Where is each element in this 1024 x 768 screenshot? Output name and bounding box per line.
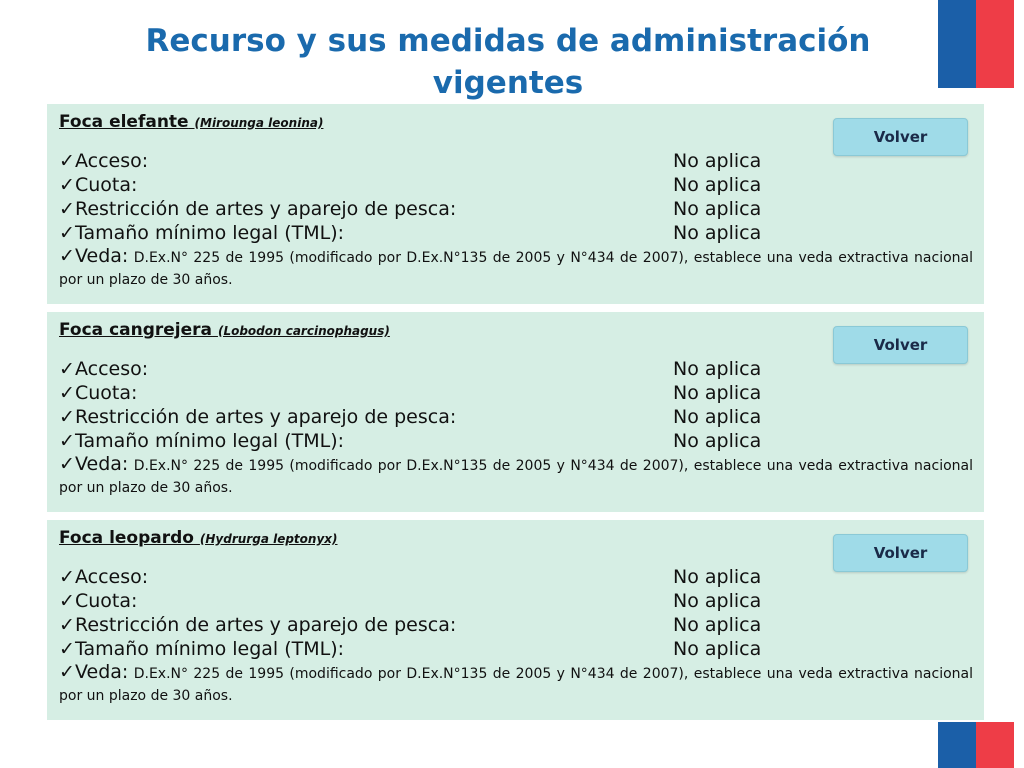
check-icon: ✓: [59, 590, 75, 612]
veda-text: D.Ex.N° 225 de 1995 (modificado por D.Ex.N°135 de 2005 y N°434 de 2007), establece una veda extractiva nacional por un plazo de 30 años.: [59, 250, 973, 288]
volver-button[interactable]: Volver: [833, 326, 968, 364]
veda-label: Veda:: [75, 661, 129, 683]
flag-bottom: [938, 722, 1014, 768]
measure-row-restriccion: [59, 197, 973, 221]
measure-label: Tamaño mínimo legal (TML):: [75, 222, 345, 244]
measure-value: No aplica: [673, 222, 762, 244]
measure-value: No aplica: [673, 590, 762, 612]
veda-paragraph: [59, 661, 973, 707]
species-panel-foca-cangrejera: [47, 312, 984, 512]
measure-value: No aplica: [673, 174, 762, 196]
check-icon: ✓: [59, 614, 75, 636]
veda-paragraph: [59, 453, 973, 499]
species-scientific-name: (Hydrurga leptonyx): [199, 532, 338, 546]
measure-row-acceso: [59, 565, 973, 589]
measure-label: Acceso:: [75, 358, 149, 380]
veda-text: D.Ex.N° 225 de 1995 (modificado por D.Ex.N°135 de 2005 y N°434 de 2007), establece una veda extractiva nacional por un plazo de 30 años.: [59, 666, 973, 704]
measure-value: No aplica: [673, 406, 762, 428]
check-icon: ✓: [59, 198, 75, 220]
volver-button[interactable]: Volver: [833, 118, 968, 156]
measure-label: Cuota:: [75, 382, 138, 404]
check-icon: ✓: [59, 566, 75, 588]
species-name: Foca cangrejera: [59, 320, 213, 340]
check-icon: ✓: [59, 638, 75, 660]
measure-label: Restricción de artes y aparejo de pesca:: [75, 406, 457, 428]
measure-value: No aplica: [673, 150, 762, 172]
species-panel-foca-leopardo: [47, 520, 984, 720]
measure-row-tml: [59, 429, 973, 453]
flag-red-stripe: [976, 722, 1014, 768]
check-icon: ✓: [59, 150, 75, 172]
measure-value: No aplica: [673, 198, 762, 220]
flag-blue-stripe: [938, 0, 976, 88]
measure-label: Tamaño mínimo legal (TML):: [75, 430, 345, 452]
species-name: Foca elefante: [59, 112, 189, 132]
measure-row-cuota: [59, 381, 973, 405]
flag-blue-stripe: [938, 722, 976, 768]
measure-row-tml: [59, 221, 973, 245]
veda-label: Veda:: [75, 453, 129, 475]
flag-top: [938, 0, 1014, 88]
measure-value: No aplica: [673, 430, 762, 452]
check-icon: ✓: [59, 406, 75, 428]
check-icon: ✓: [59, 174, 75, 196]
measure-row-restriccion: [59, 405, 973, 429]
check-icon: ✓: [59, 222, 75, 244]
measure-label: Restricción de artes y aparejo de pesca:: [75, 614, 457, 636]
page-title: Recurso y sus medidas de administración vigentes: [145, 23, 871, 101]
check-icon: ✓: [59, 382, 75, 404]
check-icon: ✓: [59, 358, 75, 380]
volver-button[interactable]: Volver: [833, 534, 968, 572]
measure-value: No aplica: [673, 358, 762, 380]
measure-row-restriccion: [59, 613, 973, 637]
measure-label: Cuota:: [75, 174, 138, 196]
veda-text: D.Ex.N° 225 de 1995 (modificado por D.Ex.N°135 de 2005 y N°434 de 2007), establece una veda extractiva nacional por un plazo de 30 años.: [59, 458, 973, 496]
check-icon: ✓: [59, 661, 75, 683]
veda-label: Veda:: [75, 245, 129, 267]
measure-label: Acceso:: [75, 566, 149, 588]
measure-row-acceso: [59, 149, 973, 173]
measure-label: Tamaño mínimo legal (TML):: [75, 638, 345, 660]
species-name: Foca leopardo: [59, 528, 194, 548]
check-icon: ✓: [59, 430, 75, 452]
species-panel-foca-elefante: [47, 104, 984, 304]
measure-row-cuota: [59, 589, 973, 613]
measure-value: No aplica: [673, 638, 762, 660]
species-scientific-name: (Lobodon carcinophagus): [217, 324, 390, 338]
check-icon: ✓: [59, 245, 75, 267]
measure-label: Cuota:: [75, 590, 138, 612]
measure-value: No aplica: [673, 382, 762, 404]
measure-row-acceso: [59, 357, 973, 381]
measure-row-cuota: [59, 173, 973, 197]
measure-row-tml: [59, 637, 973, 661]
measure-label: Acceso:: [75, 150, 149, 172]
flag-red-stripe: [976, 0, 1014, 88]
check-icon: ✓: [59, 453, 75, 475]
species-scientific-name: (Mirounga leonina): [194, 116, 324, 130]
measure-value: No aplica: [673, 614, 762, 636]
veda-paragraph: [59, 245, 973, 291]
measure-label: Restricción de artes y aparejo de pesca:: [75, 198, 457, 220]
measure-value: No aplica: [673, 566, 762, 588]
